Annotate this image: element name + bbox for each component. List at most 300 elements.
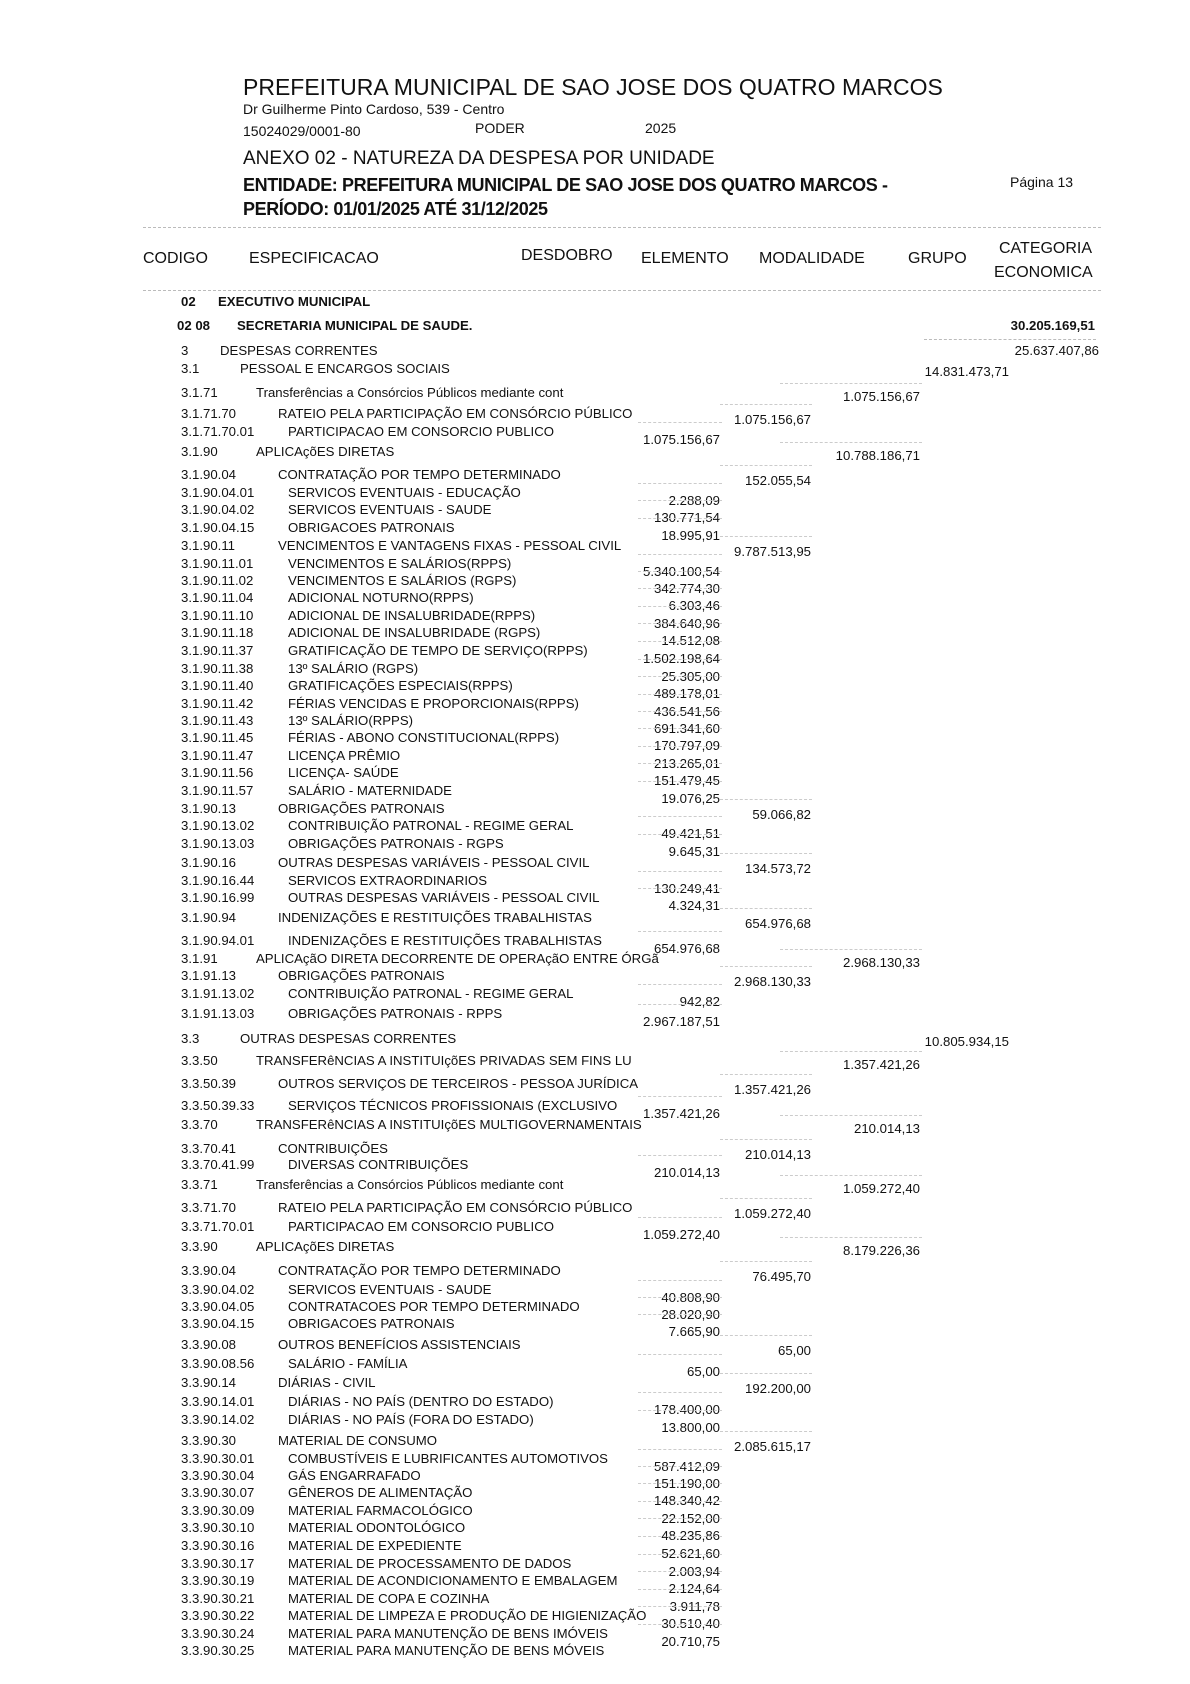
row-value: 30.510,40: [661, 1616, 720, 1631]
value-rule: [638, 1217, 722, 1218]
row-code: 3.1.71.70: [181, 406, 236, 421]
table-row: [0, 1519, 1190, 1543]
row-code: 3.3.90.30.22: [181, 1608, 255, 1623]
unit-desc: EXECUTIVO MUNICIPAL: [218, 294, 371, 309]
row-description: LICENÇA- SAÚDE: [288, 765, 399, 780]
row-value: 210.014,13: [744, 1147, 811, 1162]
table-row: [0, 360, 1190, 377]
table-row: [0, 854, 1190, 876]
table-row: [0, 1642, 1190, 1659]
table-row: [0, 729, 1190, 753]
row-description: OBRIGAÇÕES PATRONAIS: [278, 968, 445, 983]
row-code: 3.3.90.08: [181, 1337, 236, 1352]
table-row: [0, 1116, 1190, 1136]
row-code: 3: [181, 343, 189, 358]
table-row: [0, 405, 1190, 427]
table-row: [0, 1298, 1190, 1322]
row-code: 3.1.90.11.57: [181, 783, 254, 798]
table-row: [0, 712, 1190, 736]
row-code: 3.3.90.04: [181, 1263, 236, 1278]
table-row: [0, 932, 1190, 956]
value-rule: [638, 483, 722, 484]
row-description: CONTRIBUIÇÃO PATRONAL - REGIME GERAL: [288, 818, 574, 833]
unit-desc: SECRETARIA MUNICIPAL DE SAUDE.: [237, 318, 473, 333]
row-value: 5.340.100,54: [642, 564, 720, 579]
value-rule: [720, 1373, 812, 1374]
row-code: 3.1.90.11.02: [181, 573, 254, 588]
value-rule: [638, 641, 722, 642]
row-description: 13º SALÁRIO(RPPS): [288, 713, 414, 728]
value-rule: [638, 518, 722, 519]
row-code: 3.3: [181, 1031, 200, 1046]
row-value: 691.341,60: [653, 721, 720, 736]
row-value: 6.303,46: [668, 598, 720, 613]
row-description: MATERIAL DE ACONDICIONAMENTO E EMBALAGEM: [288, 1573, 618, 1588]
row-code: 3.3.90.30.01: [181, 1451, 255, 1466]
value-rule: [720, 465, 812, 466]
unit-row-orgao: [0, 293, 1190, 310]
row-code: 3.1.90.11: [181, 538, 236, 553]
row-code: 3.3.90.30.16: [181, 1538, 255, 1553]
row-description: CONTRIBUIÇÃO PATRONAL - REGIME GERAL: [288, 986, 574, 1001]
table-row: [0, 1502, 1190, 1526]
row-value: 2.003,94: [668, 1564, 720, 1579]
col-especificacao: ESPECIFICACAO: [249, 250, 379, 267]
row-description: DIÁRIAS - CIVIL: [278, 1375, 376, 1390]
value-rule: [638, 1554, 722, 1555]
table-row: [0, 572, 1190, 596]
row-code: 3.3.71: [181, 1177, 218, 1192]
unit-total-divider: [924, 339, 1096, 340]
table-row: [0, 384, 1190, 404]
page-number: Página 13: [1010, 174, 1074, 190]
row-description: OBRIGAÇÕES PATRONAIS - RPPS: [288, 1006, 503, 1021]
row-value: 384.640,96: [653, 616, 720, 631]
value-rule: [638, 1155, 722, 1156]
row-description: OBRIGACOES PATRONAIS: [288, 520, 455, 535]
table-row: [0, 624, 1190, 648]
row-code: 3.3.90.14.02: [181, 1412, 255, 1427]
poder-label: PODER: [475, 120, 525, 136]
row-description: MATERIAL DE CONSUMO: [278, 1433, 437, 1448]
row-value: 210.014,13: [853, 1121, 920, 1136]
table-row: [0, 642, 1190, 666]
unit-code: 02: [181, 294, 196, 309]
row-value: 10.805.934,15: [924, 1034, 1009, 1049]
table-row: [0, 423, 1190, 447]
table-row: [0, 1336, 1190, 1358]
row-description: SERVICOS EVENTUAIS - SAUDE: [288, 1282, 492, 1297]
row-code: 3.3.50.39: [181, 1076, 236, 1091]
value-rule: [638, 1096, 722, 1097]
row-code: 3.1.90.11.37: [181, 643, 254, 658]
value-rule: [638, 422, 722, 423]
row-description: CONTRATAÇÃO POR TEMPO DETERMINADO: [278, 467, 561, 482]
value-rule: [638, 834, 722, 835]
value-rule: [638, 781, 722, 782]
value-rule: [638, 1536, 722, 1537]
row-description: ADICIONAL DE INSALUBRIDADE (RGPS): [288, 625, 541, 640]
row-code: 3.1.90.04.02: [181, 502, 255, 517]
table-row: [0, 835, 1190, 859]
row-code: 3.3.70.41.99: [181, 1157, 255, 1172]
row-value: 130.249,41: [653, 881, 720, 896]
row-code: 3.3.70.41: [181, 1141, 236, 1156]
col-desdobro: DESDOBRO: [521, 247, 613, 264]
value-rule: [638, 659, 722, 660]
row-description: DIÁRIAS - NO PAÍS (FORA DO ESTADO): [288, 1412, 534, 1427]
table-row: [0, 1030, 1190, 1047]
table-row: [0, 764, 1190, 788]
value-rule: [638, 746, 722, 747]
row-code: 3.1.90.11.56: [181, 765, 254, 780]
row-description: OUTRAS DESPESAS VARIÁVEIS - PESSOAL CIVIL: [288, 890, 600, 905]
row-value: 4.324,31: [668, 898, 720, 913]
value-rule: [720, 1139, 812, 1140]
table-row: [0, 817, 1190, 841]
value-rule: [638, 1354, 722, 1355]
row-code: 3.1.90.11.40: [181, 678, 254, 693]
row-code: 3.1.91.13.03: [181, 1006, 255, 1021]
row-description: VENCIMENTOS E VANTAGENS FIXAS - PESSOAL CIVIL: [278, 538, 622, 553]
table-row: [0, 537, 1190, 559]
row-value: 1.059.272,40: [842, 1181, 920, 1196]
value-rule: [780, 949, 922, 950]
row-description: DESPESAS CORRENTES: [220, 343, 378, 358]
value-rule: [720, 908, 812, 909]
row-description: INDENIZAÇÕES E RESTITUIÇÕES TRABALHISTAS: [288, 933, 602, 948]
value-rule: [638, 984, 722, 985]
table-row: [0, 519, 1190, 543]
table-row: [0, 1315, 1190, 1339]
value-rule: [780, 442, 922, 443]
table-row: [0, 607, 1190, 631]
table-row: [0, 1432, 1190, 1454]
row-description: MATERIAL DE EXPEDIENTE: [288, 1538, 462, 1553]
row-code: 3.3.71.70.01: [181, 1219, 255, 1234]
value-rule: [720, 966, 812, 967]
row-code: 3.3.90.14: [181, 1375, 236, 1390]
row-value: 210.014,13: [653, 1165, 720, 1180]
table-row: [0, 1607, 1190, 1631]
entity-line: ENTIDADE: PREFEITURA MUNICIPAL DE SAO JOSE DOS QUATRO MARCOS -: [243, 175, 888, 195]
row-value: 2.288,09: [668, 493, 720, 508]
value-rule: [638, 1392, 722, 1393]
unit-code: 02 08: [177, 318, 211, 333]
row-value: 49.421,51: [661, 826, 720, 841]
table-row: [0, 1625, 1190, 1649]
row-description: PARTICIPACAO EM CONSORCIO PUBLICO: [288, 1219, 554, 1234]
row-value: 942,82: [679, 994, 720, 1009]
value-rule: [638, 1624, 722, 1625]
col-grupo: GRUPO: [908, 250, 967, 267]
row-value: 130.771,54: [653, 510, 720, 525]
row-description: GÊNEROS DE ALIMENTAÇÃO: [288, 1485, 473, 1500]
org-address: Dr Guilherme Pinto Cardoso, 539 - Centro: [243, 101, 505, 117]
row-description: ADICIONAL DE INSALUBRIDADE(RPPS): [288, 608, 536, 623]
row-code: 3.1.91.13.02: [181, 986, 255, 1001]
row-value: 1.059.272,40: [733, 1206, 811, 1221]
row-value: 28.020,90: [661, 1307, 720, 1322]
value-rule: [638, 500, 722, 501]
value-rule: [638, 711, 722, 712]
row-description: PARTICIPACAO EM CONSORCIO PUBLICO: [288, 424, 554, 439]
unit-total: 30.205.169,51: [1010, 318, 1095, 333]
col-modalidade: MODALIDADE: [759, 250, 865, 267]
row-value: 22.152,00: [661, 1511, 720, 1526]
header-divider: [143, 227, 1101, 228]
row-description: OBRIGACOES PATRONAIS: [288, 1316, 455, 1331]
table-row: [0, 1281, 1190, 1305]
row-value: 8.179.226,36: [842, 1243, 920, 1258]
row-code: 3.1.90.04.01: [181, 485, 255, 500]
row-description: FÉRIAS - ABONO CONSTITUCIONAL(RPPS): [288, 730, 560, 745]
row-description: OBRIGAÇÕES PATRONAIS: [278, 801, 445, 816]
row-code: 3.3.90.08.56: [181, 1356, 255, 1371]
row-value: 65,00: [686, 1364, 720, 1379]
row-code: 3.1.90.11.42: [181, 696, 254, 711]
value-rule: [638, 1280, 722, 1281]
row-code: 3.3.90.14.01: [181, 1394, 255, 1409]
row-description: APLICAçõES DIRETAS: [256, 1239, 395, 1254]
value-rule: [638, 606, 722, 607]
table-row: [0, 1450, 1190, 1474]
row-description: MATERIAL DE PROCESSAMENTO DE DADOS: [288, 1556, 572, 1571]
row-code: 3.3.90.04.02: [181, 1282, 255, 1297]
row-value: 654.976,68: [653, 941, 720, 956]
row-description: APLICAçõES DIRETAS: [256, 444, 395, 459]
row-value: 134.573,72: [744, 861, 811, 876]
table-row: [0, 889, 1190, 913]
table-row: [0, 1355, 1190, 1379]
table-row: [0, 1393, 1190, 1417]
row-code: 3.1.90.16: [181, 855, 236, 870]
table-row: [0, 466, 1190, 488]
row-description: OUTROS BENEFÍCIOS ASSISTENCIAIS: [278, 1337, 521, 1352]
row-description: Transferências a Consórcios Públicos mediante cont: [256, 1177, 564, 1192]
table-row: [0, 695, 1190, 719]
row-description: OUTRAS DESPESAS CORRENTES: [240, 1031, 457, 1046]
row-description: Transferências a Consórcios Públicos mediante cont: [256, 385, 564, 400]
row-code: 3.1.90.94.01: [181, 933, 255, 948]
row-description: CONTRATACOES POR TEMPO DETERMINADO: [288, 1299, 580, 1314]
table-row: [0, 1176, 1190, 1196]
row-code: 3.1.71: [181, 385, 218, 400]
row-value: 52.621,60: [661, 1546, 720, 1561]
row-value: 2.124,64: [668, 1581, 720, 1596]
row-code: 3.3.90.30.10: [181, 1520, 255, 1535]
row-description: RATEIO PELA PARTICIPAÇÃO EM CONSÓRCIO PÚBLICO: [278, 1200, 633, 1215]
row-value: 76.495,70: [752, 1269, 811, 1284]
table-row: [0, 782, 1190, 806]
value-rule: [638, 1410, 722, 1411]
value-rule: [638, 676, 722, 677]
row-code: 3.3.90.30.25: [181, 1643, 255, 1658]
row-code: 3.1.71.70.01: [181, 424, 255, 439]
row-description: SALÁRIO - FAMÍLIA: [288, 1356, 408, 1371]
row-value: 654.976,68: [744, 916, 811, 931]
col-elemento: ELEMENTO: [641, 250, 729, 267]
table-row: [0, 660, 1190, 684]
value-rule: [638, 588, 722, 589]
row-code: 3.3.71.70: [181, 1200, 236, 1215]
table-row: [0, 985, 1190, 1009]
row-description: APLICAçãO DIRETA DECORRENTE DE OPERAçãO ENTRE ÓRGã: [256, 951, 659, 966]
unit-row-unidade: [0, 317, 1190, 334]
row-value: 342.774,30: [653, 581, 720, 596]
row-description: MATERIAL DE COPA E COZINHA: [288, 1591, 490, 1606]
value-rule: [638, 1297, 722, 1298]
value-rule: [638, 888, 722, 889]
value-rule: [720, 1261, 812, 1262]
row-code: 3.1.90: [181, 444, 218, 459]
row-description: CONTRIBUIÇÕES: [278, 1141, 388, 1156]
value-rule: [638, 1004, 722, 1005]
row-description: MATERIAL ODONTOLÓGICO: [288, 1520, 466, 1535]
row-value: 436.541,56: [653, 704, 720, 719]
row-description: MATERIAL PARA MANUTENÇÃO DE BENS MÓVEIS: [288, 1643, 605, 1658]
row-description: ADICIONAL NOTURNO(RPPS): [288, 590, 474, 605]
table-row: [0, 1537, 1190, 1561]
value-rule: [720, 853, 812, 854]
row-code: 3.3.90: [181, 1239, 218, 1254]
row-code: 3.3.90.04.15: [181, 1316, 255, 1331]
row-value: 148.340,42: [653, 1493, 720, 1508]
value-rule: [638, 1483, 722, 1484]
row-value: 1.075.156,67: [642, 432, 720, 447]
row-code: 3.3.50: [181, 1053, 218, 1068]
value-rule: [638, 871, 722, 872]
row-code: 3.3.70: [181, 1117, 218, 1132]
row-code: 3.1.91.13: [181, 968, 236, 983]
row-value: 2.968.130,33: [733, 974, 811, 989]
period-line: PERÍODO: 01/01/2025 ATÉ 31/12/2025: [243, 199, 548, 219]
row-code: 3.1.90.04.15: [181, 520, 255, 535]
report-year: 2025: [645, 120, 677, 136]
row-description: INDENIZAÇÕES E RESTITUIÇÕES TRABALHISTAS: [278, 910, 592, 925]
row-code: 3.1.91: [181, 951, 218, 966]
table-row: [0, 1411, 1190, 1435]
table-row: [0, 1075, 1190, 1097]
row-value: 48.235,86: [661, 1528, 720, 1543]
row-code: 3.3.90.30.17: [181, 1556, 255, 1571]
row-code: 3.1.90.11.38: [181, 661, 254, 676]
row-value: 25.637.407,86: [1014, 343, 1099, 358]
row-description: 13º SALÁRIO (RGPS): [288, 661, 419, 676]
row-value: 19.076,25: [661, 791, 720, 806]
row-value: 170.797,09: [653, 738, 720, 753]
col-codigo: CODIGO: [143, 250, 208, 267]
table-row: [0, 1467, 1190, 1491]
row-description: LICENÇA PRÊMIO: [288, 748, 401, 763]
row-value: 178.400,00: [653, 1402, 720, 1417]
report-title: ANEXO 02 - NATUREZA DA DESPESA POR UNIDADE: [243, 148, 715, 169]
value-rule: [720, 1074, 812, 1075]
row-description: FÉRIAS VENCIDAS E PROPORCIONAIS(RPPS): [288, 696, 579, 711]
row-description: VENCIMENTOS E SALÁRIOS (RGPS): [288, 573, 517, 588]
row-value: 1.357.421,26: [642, 1106, 720, 1121]
table-row: [0, 1097, 1190, 1121]
row-code: 3.3.90.30.07: [181, 1485, 255, 1500]
org-title: PREFEITURA MUNICIPAL DE SAO JOSE DOS QUATRO MARCOS: [243, 74, 943, 100]
row-value: 25.305,00: [661, 669, 720, 684]
value-rule: [638, 623, 722, 624]
table-row: [0, 1052, 1190, 1072]
row-code: 3.3.90.30.24: [181, 1626, 255, 1641]
value-rule: [780, 1237, 922, 1238]
row-description: SERVICOS EXTRAORDINARIOS: [288, 873, 488, 888]
row-code: 3.3.90.30.19: [181, 1573, 255, 1588]
value-rule: [720, 1335, 812, 1336]
table-row: [0, 1484, 1190, 1508]
row-code: 3.3.50.39.33: [181, 1098, 255, 1113]
row-value: 9.645,31: [668, 844, 720, 859]
row-value: 151.479,45: [653, 773, 720, 788]
table-row: [0, 501, 1190, 525]
row-value: 213.265,01: [653, 756, 720, 771]
row-code: 3.1.90.94: [181, 910, 236, 925]
row-code: 3.1.90.11.47: [181, 748, 254, 763]
value-rule: [638, 554, 722, 555]
value-rule: [638, 1606, 722, 1607]
row-description: GRATIFICAÇÃO DE TEMPO DE SERVIÇO(RPPS): [288, 643, 588, 658]
row-description: OBRIGAÇÕES PATRONAIS - RGPS: [288, 836, 504, 851]
row-code: 3.1: [181, 361, 200, 376]
table-row: [0, 967, 1190, 989]
row-description: SERVICOS EVENTUAIS - EDUCAÇÃO: [288, 485, 521, 500]
row-description: GRATIFICAÇÕES ESPECIAIS(RPPS): [288, 678, 513, 693]
row-description: OUTRAS DESPESAS VARIÁVEIS - PESSOAL CIVIL: [278, 855, 590, 870]
row-code: 3.3.90.30: [181, 1433, 236, 1448]
row-value: 65,00: [777, 1343, 811, 1358]
table-row: [0, 1262, 1190, 1284]
row-description: GÁS ENGARRAFADO: [288, 1468, 421, 1483]
row-description: DIVERSAS CONTRIBUIÇÕES: [288, 1157, 469, 1172]
row-description: MATERIAL PARA MANUTENÇÃO DE BENS IMÓVEIS: [288, 1626, 608, 1641]
row-code: 3.1.90.11.01: [181, 556, 254, 571]
table-row: [0, 1156, 1190, 1180]
row-value: 9.787.513,95: [733, 544, 811, 559]
value-rule: [638, 1589, 722, 1590]
value-rule: [780, 1115, 922, 1116]
table-row: [0, 677, 1190, 701]
row-value: 1.357.421,26: [842, 1057, 920, 1072]
row-value: 20.710,75: [661, 1634, 720, 1649]
row-value: 1.075.156,67: [842, 389, 920, 404]
table-row: [0, 1590, 1190, 1614]
row-code: 3.3.90.30.09: [181, 1503, 255, 1518]
value-rule: [720, 1198, 812, 1199]
row-value: 3.911,78: [669, 1599, 720, 1614]
table-row: [0, 1199, 1190, 1221]
row-value: 1.502.198,64: [642, 651, 720, 666]
table-row: [0, 1572, 1190, 1596]
row-value: 7.665,90: [668, 1324, 720, 1339]
value-rule: [638, 728, 722, 729]
row-description: SERVIÇOS TÉCNICOS PROFISSIONAIS (EXCLUSIVO: [288, 1098, 618, 1113]
row-description: TRANSFERêNCIAS A INSTITUIçõES MULTIGOVERNAMENTAIS: [256, 1117, 642, 1132]
row-description: TRANSFERêNCIAS A INSTITUIçõES PRIVADAS SEM FINS LU: [256, 1053, 632, 1068]
table-row: [0, 1140, 1190, 1162]
table-row: [0, 589, 1190, 613]
row-code: 3.1.90.11.43: [181, 713, 254, 728]
table-row: [0, 555, 1190, 579]
row-description: CONTRATAÇÃO POR TEMPO DETERMINADO: [278, 1263, 561, 1278]
row-description: MATERIAL DE LIMPEZA E PRODUÇÃO DE HIGIENIZAÇÃO: [288, 1608, 647, 1623]
value-rule: [638, 1449, 722, 1450]
row-value: 18.995,91: [661, 528, 720, 543]
row-code: 3.1.90.16.99: [181, 890, 255, 905]
